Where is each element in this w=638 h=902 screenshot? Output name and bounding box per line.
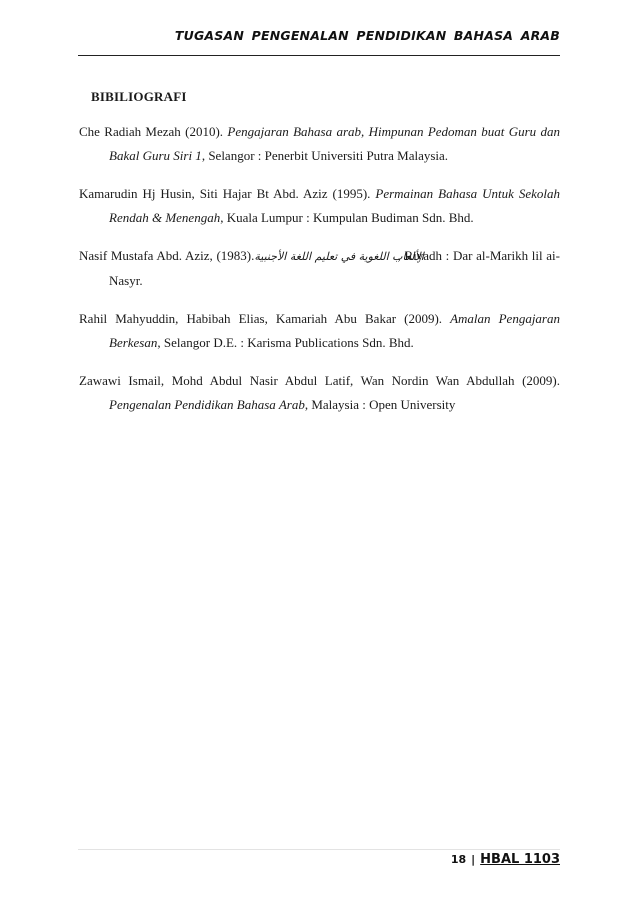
footer-separator: | <box>471 853 476 866</box>
reference-title: Pengajaran Bahasa arab, Himpunan Pedoman buat Guru dan Bakal Guru Siri 1 <box>109 124 560 163</box>
reference-tail: , Selangor D.E. : Karisma Publications Sdn. Bhd. <box>157 335 414 350</box>
reference-lead: Che Radiah Mezah (2010). <box>79 124 228 139</box>
course-code: HBAL 1103 <box>480 852 560 867</box>
header-rule <box>78 55 560 56</box>
reference-entry <box>79 120 560 168</box>
reference-entry <box>79 244 560 293</box>
footer-rule <box>78 849 560 850</box>
page-number: 18 <box>450 853 467 866</box>
reference-tail: , Selangor : Penerbit Universiti Putra Malaysia. <box>201 148 449 163</box>
reference-lead: Kamarudin Hj Husin, Siti Hajar Bt Abd. Aziz (1995). <box>79 186 376 201</box>
reference-title: Permainan Bahasa Untuk Sekolah Rendah & Menengah <box>109 186 560 225</box>
reference-tail: , Kuala Lumpur : Kumpulan Budiman Sdn. Bhd. <box>220 210 474 225</box>
page-footer <box>451 852 560 867</box>
reference-title: Amalan Pengajaran Berkesan <box>109 311 560 350</box>
reference-lead: Zawawi Ismail, Mohd Abdul Nasir Abdul Latif, Wan Nordin Wan Abdullah (2009). <box>79 373 560 388</box>
reference-tail: , Riyadh : Dar al-Marikh lil ai-Nasyr. <box>109 248 560 288</box>
reference-entry <box>79 369 560 417</box>
section-heading: BIBILIOGRAFI <box>91 89 187 104</box>
reference-lead: Rahil Mahyuddin, Habibah Elias, Kamariah Abu Bakar (2009). <box>79 311 451 326</box>
reference-title: Pengenalan Pendidikan Bahasa Arab <box>109 397 305 412</box>
reference-entry <box>79 182 560 230</box>
running-header: TUGASAN PENGENALAN PENDIDIKAN BAHASA ARAB <box>174 28 560 43</box>
reference-entry <box>79 307 560 355</box>
reference-list <box>79 120 560 431</box>
reference-arabic-title: الألعاب اللغوية في تعليم اللغة الأجنبية <box>254 250 424 263</box>
reference-tail: , Malaysia : Open University <box>304 397 456 412</box>
reference-lead: Nasif Mustafa Abd. Aziz, (1983). <box>79 248 255 263</box>
